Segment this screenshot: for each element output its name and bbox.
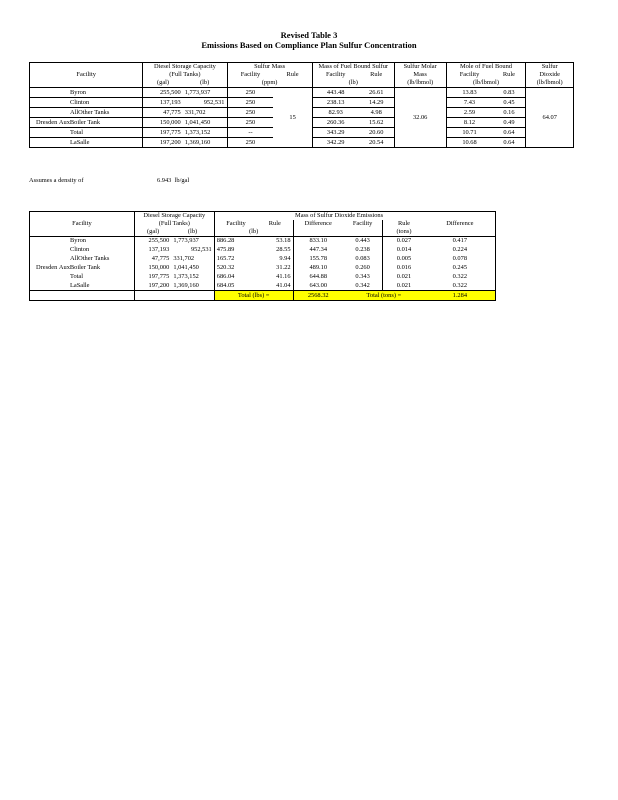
cell-ppm: 250 [227, 118, 273, 128]
totals-row [30, 291, 496, 301]
row-group-label: Dresden [36, 264, 58, 271]
table-subtitle: Emissions Based on Compliance Plan Sulfur Concentration [201, 40, 417, 50]
emissions-table-2 [29, 211, 496, 301]
cell-ppm: 250 [227, 138, 273, 148]
total-lbs-value: 2568.32 [293, 291, 343, 301]
header-mole-facility: Facility [459, 71, 480, 78]
cell-gal: 137,193 [148, 246, 170, 253]
row-group-label: Dresden [36, 118, 58, 126]
cell-gal: 255,500 [148, 237, 170, 245]
cell-lb: 1,773,937 [171, 237, 214, 246]
cell-fac-lb: 684.05 [216, 281, 235, 289]
cell-diff-tons: 0.078 [425, 255, 496, 264]
cell-mf-fac: 343.29 [312, 128, 358, 138]
row-facility: Total [30, 273, 135, 282]
cell-diff-tons: 0.224 [425, 246, 496, 255]
header-sm-facility: Facility [240, 71, 261, 78]
cell-fac-lb: 686.04 [216, 273, 235, 280]
cell-molar-mass: 32.06 [394, 88, 446, 148]
row-facility: LaSalle [30, 138, 143, 148]
header-difference-tons: Difference [425, 220, 496, 228]
row-facility: Total [30, 128, 143, 138]
cell-rule-lb: 41.16 [257, 273, 293, 282]
header-sulfur-molar: Sulfur Molar [394, 63, 446, 72]
header-mass-fuel-bound-sulfur: Mass of Fuel Bound Sulfur [312, 63, 394, 72]
header-facility-tons: Facility [343, 220, 383, 228]
cell-ppm: 250 [227, 108, 273, 118]
header-gal: (gal) [143, 79, 183, 88]
cell-fac-tons: 0.238 [343, 246, 383, 255]
cell-rule-lb: 31.22 [257, 264, 293, 273]
cell-mf-rule: 15.62 [359, 118, 395, 128]
cell-lb: 1,773,937 [183, 88, 227, 98]
cell-mf-fac: 238.13 [312, 98, 358, 108]
cell-lb: 331,702 [183, 108, 227, 118]
cell-diff-tons: 0.322 [425, 282, 496, 291]
header-rule-lb: Rule [257, 220, 293, 228]
cell-lb: 952,531 [171, 246, 214, 255]
cell-diff-lb: 833.10 [309, 237, 328, 245]
cell-rule-tons: 0.021 [396, 273, 412, 280]
cell-mole-fac: 8.12 [446, 118, 492, 128]
header-rule-tons: Rule [397, 220, 411, 227]
cell-lb: 952,531 [183, 98, 227, 108]
header-full-tanks: (Full Tanks) [143, 71, 227, 79]
table-title: Revised Table 3 [280, 30, 338, 40]
cell-gal: 197,200 [148, 281, 170, 289]
cell-lb: 1,041,450 [183, 118, 227, 128]
density-number: 6.943 [157, 177, 172, 184]
total-tons-value: 1.284 [425, 291, 496, 301]
header-diesel-capacity: Diesel Storage Capacity [143, 63, 227, 72]
cell-mole-fac: 10.68 [446, 138, 492, 148]
cell-mf-rule: 4.98 [359, 108, 395, 118]
header-facility: Facility [30, 71, 143, 79]
header-mf-facility: Facility [325, 71, 346, 78]
cell-lb: 1,369,160 [171, 282, 214, 291]
header-sd-unit: (lb/lbmol) [526, 79, 574, 88]
cell-rule-lb: 28.55 [257, 246, 293, 255]
header-mole-rule: Rule [492, 71, 525, 79]
header-ppm: (ppm) [227, 79, 312, 88]
cell-lb: 1,373,152 [171, 273, 214, 282]
header-difference-lb: Difference [304, 220, 332, 227]
row-facility: LaSalle [30, 282, 135, 291]
cell-rule-ppm: 15 [273, 88, 312, 148]
row-facility: Clinton [30, 98, 143, 108]
cell-rule-tons: 0.005 [396, 255, 412, 262]
header-facility: Facility [30, 220, 135, 228]
table-row [30, 273, 496, 282]
cell-diff-tons: 0.245 [425, 264, 496, 273]
cell-rule-tons: 0.027 [396, 237, 412, 245]
cell-mole-rule: 0.64 [492, 138, 525, 148]
cell-lb: 1,373,152 [183, 128, 227, 138]
header-mf-unit: (lb) [312, 79, 394, 88]
cell-mf-fac: 443.48 [312, 88, 358, 98]
emissions-table-1 [29, 62, 574, 148]
header-mf-rule: Rule [359, 71, 395, 79]
table-row [30, 237, 496, 246]
cell-mf-rule: 20.54 [359, 138, 395, 148]
cell-mf-rule: 26.61 [359, 88, 395, 98]
header-sulfur-mass: Sulfur Mass [227, 63, 312, 72]
cell-gal: 150,000 [148, 264, 170, 271]
row-facility: AllOther Tanks [30, 108, 143, 118]
cell-mole-rule: 0.49 [492, 118, 525, 128]
cell-fac-lb: 165.72 [216, 255, 235, 262]
cell-diff-lb: 447.34 [309, 246, 328, 253]
cell-ppm: 250 [227, 88, 273, 98]
header-full-tanks: (Full Tanks) [134, 220, 214, 228]
row-facility [30, 118, 143, 128]
cell-fac-tons: 0.083 [343, 255, 383, 264]
cell-fac-tons: 0.342 [343, 282, 383, 291]
cell-sulfur-dioxide: 64.07 [526, 88, 574, 148]
header-mole-fuel-bound: Mole of Fuel Bound [446, 63, 526, 72]
cell-gal: 47,775 [143, 108, 183, 118]
cell-rule-tons: 0.021 [396, 281, 412, 289]
row-facility: Byron [30, 237, 135, 246]
header-tons-unit: (tons) [383, 228, 425, 237]
table-row [30, 246, 496, 255]
cell-fac-lb: 520.32 [216, 264, 235, 271]
cell-rule-tons: 0.014 [396, 246, 412, 253]
cell-rule-lb: 53.18 [257, 237, 293, 246]
cell-gal: 137,193 [143, 98, 183, 108]
header-sulfur-dioxide: Sulfur [526, 63, 574, 72]
header-mole-unit: (lb/lbmol) [446, 79, 526, 88]
cell-mf-fac: 260.36 [312, 118, 358, 128]
cell-diff-lb: 644.88 [309, 273, 328, 280]
cell-mf-rule: 20.60 [359, 128, 395, 138]
table-row [30, 88, 574, 98]
cell-rule-lb: 9.94 [257, 255, 293, 264]
cell-mole-fac: 10.71 [446, 128, 492, 138]
header-molar-mass: Mass [394, 71, 446, 79]
cell-fac-tons: 0.260 [343, 264, 383, 273]
row-facility-name: AuxBoiler Tank [58, 264, 101, 271]
cell-rule-tons: 0.016 [396, 264, 412, 271]
header-mass-so2: Mass of Sulfur Dioxide Emissions [293, 212, 495, 221]
table-row [30, 255, 496, 264]
row-facility: Byron [30, 88, 143, 98]
header-dioxide: Dioxide [526, 71, 574, 79]
cell-fac-lb: 886.28 [216, 237, 235, 245]
header-lb: (lb) [183, 79, 227, 88]
header-lb: (lb) [171, 228, 214, 237]
cell-diff-lb: 489.10 [309, 264, 328, 271]
total-lbs-label: Total (lbs) = [214, 291, 293, 301]
cell-gal: 197,775 [148, 273, 170, 280]
cell-rule-lb: 41.04 [257, 282, 293, 291]
density-label: Assumes a density of [29, 177, 84, 184]
cell-gal: 255,500 [143, 88, 183, 98]
total-tons-label: Total (tons) = [343, 291, 425, 301]
cell-gal: 47,775 [151, 255, 170, 262]
cell-lb: 1,369,160 [183, 138, 227, 148]
row-facility-name: AuxBoiler Tank [58, 118, 101, 126]
row-facility: Clinton [30, 246, 135, 255]
cell-diff-tons: 0.322 [425, 273, 496, 282]
cell-mole-fac: 13.83 [446, 88, 492, 98]
cell-mole-fac: 7.43 [446, 98, 492, 108]
cell-mole-rule: 0.16 [492, 108, 525, 118]
table-row [30, 282, 496, 291]
header-gal: (gal) [134, 228, 171, 237]
cell-mole-rule: 0.45 [492, 98, 525, 108]
cell-ppm: -- [227, 128, 273, 138]
density-unit: lb/gal [174, 177, 190, 184]
header-molar-unit: (lb/lbmol) [394, 79, 446, 88]
cell-mf-rule: 14.29 [359, 98, 395, 108]
cell-mf-fac: 82.93 [312, 108, 358, 118]
cell-fac-tons: 0.443 [343, 237, 383, 246]
cell-fac-tons: 0.343 [343, 273, 383, 282]
cell-gal: 197,200 [143, 138, 183, 148]
density-value [157, 177, 189, 185]
cell-fac-lb: 475.89 [216, 246, 235, 253]
cell-gal: 150,000 [143, 118, 183, 128]
cell-mole-rule: 0.64 [492, 128, 525, 138]
cell-lb: 331,702 [171, 255, 214, 264]
cell-mole-fac: 2.59 [446, 108, 492, 118]
header-diesel-capacity: Diesel Storage Capacity [134, 212, 214, 221]
cell-diff-tons: 0.417 [425, 237, 496, 246]
row-facility: AllOther Tanks [30, 255, 135, 264]
cell-gal: 197,775 [143, 128, 183, 138]
table-row [30, 264, 496, 273]
cell-lb: 1,041,450 [171, 264, 214, 273]
header-lb-unit: (lb) [214, 228, 293, 237]
cell-ppm: 250 [227, 98, 273, 108]
row-facility [30, 264, 135, 273]
header-sm-rule: Rule [273, 71, 312, 79]
header-facility-lb: Facility [226, 220, 246, 227]
cell-mf-fac: 342.29 [312, 138, 358, 148]
cell-diff-lb: 643.00 [309, 281, 328, 289]
cell-diff-lb: 155.78 [309, 255, 328, 262]
cell-mole-rule: 0.83 [492, 88, 525, 98]
